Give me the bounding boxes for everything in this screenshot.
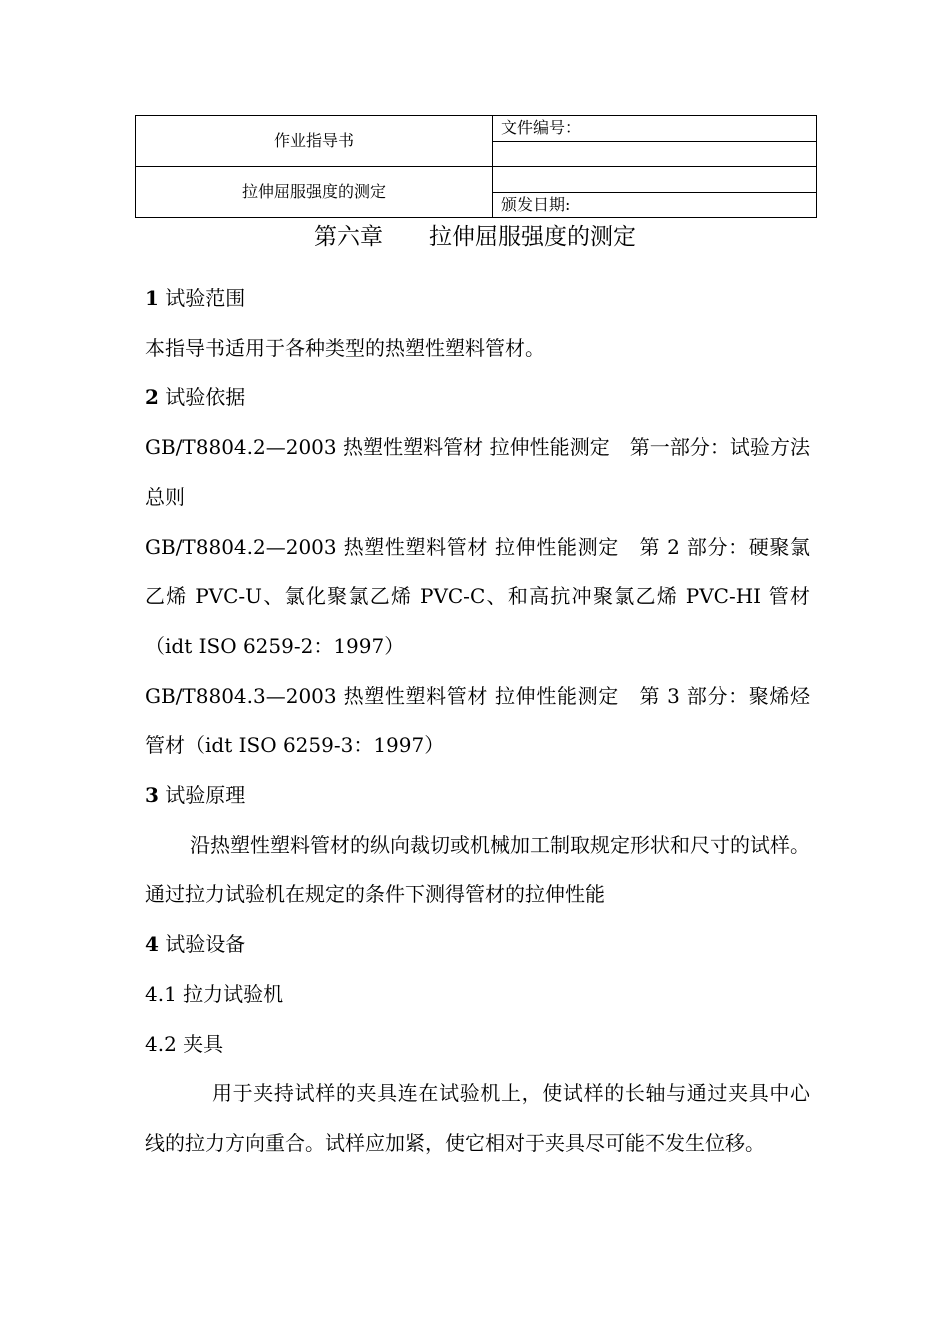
subject-cell: 拉伸屈服强度的测定 bbox=[136, 167, 493, 218]
section-title: 试验依据 bbox=[165, 385, 246, 410]
section-2-heading bbox=[145, 373, 810, 423]
section-number: 4 bbox=[145, 932, 159, 957]
doc-number-value bbox=[493, 141, 817, 167]
subsection-4-2-body: 用于夹持试样的夹具连在试验机上，使试样的长轴与通过夹具中心线的拉力方向重合。试样应加紧，使它相对于夹具尽可能不发生位移。 bbox=[145, 1081, 810, 1155]
chapter-title: 第六章 拉伸屈服强度的测定 bbox=[314, 224, 636, 250]
section-number: 1 bbox=[145, 286, 159, 310]
reference-1: GB/T8804.2—2003 热塑性塑料管材 拉伸性能测定 第一部分：试验方法总则 bbox=[145, 435, 810, 509]
section-title: 试验原理 bbox=[165, 783, 246, 808]
document-header-table bbox=[135, 115, 817, 218]
section-1-body: 本指导书适用于各种类型的热塑性塑料管材。 bbox=[145, 335, 545, 360]
doc-type-cell: 作业指导书 bbox=[136, 116, 493, 167]
section-title: 试验设备 bbox=[165, 932, 246, 957]
reference-2: GB/T8804.2—2003 热塑性塑料管材 拉伸性能测定 第 2 部分：硬聚氯乙烯 PVC-U、氯化聚氯乙烯 PVC-C、和高抗冲聚氯乙烯 PVC-HI 管材（idt ISO 6259-2：1997） bbox=[145, 534, 810, 658]
section-4-heading bbox=[145, 920, 810, 970]
reference-3: GB/T8804.3—2003 热塑性塑料管材 拉伸性能测定 第 3 部分：聚烯烃管材（idt ISO 6259-3：1997） bbox=[145, 683, 810, 758]
section-3-heading bbox=[145, 771, 810, 821]
subsection-4-1: 4.1 拉力试验机 bbox=[145, 981, 284, 1006]
blank-cell bbox=[493, 167, 817, 193]
document-body bbox=[145, 274, 810, 1169]
section-number: 2 bbox=[145, 385, 159, 410]
section-title: 试验范围 bbox=[165, 286, 246, 310]
section-3-body: 沿热塑性塑料管材的纵向裁切或机械加工制取规定形状和尺寸的试样。通过拉力试验机在规定的条件下测得管材的拉伸性能 bbox=[145, 832, 810, 907]
section-number: 3 bbox=[145, 783, 159, 808]
section-1-heading bbox=[145, 274, 810, 324]
subsection-4-2: 4.2 夹具 bbox=[145, 1031, 224, 1056]
issue-date-label: 颁发日期: bbox=[493, 192, 817, 218]
doc-number-label: 文件编号： bbox=[493, 116, 817, 142]
